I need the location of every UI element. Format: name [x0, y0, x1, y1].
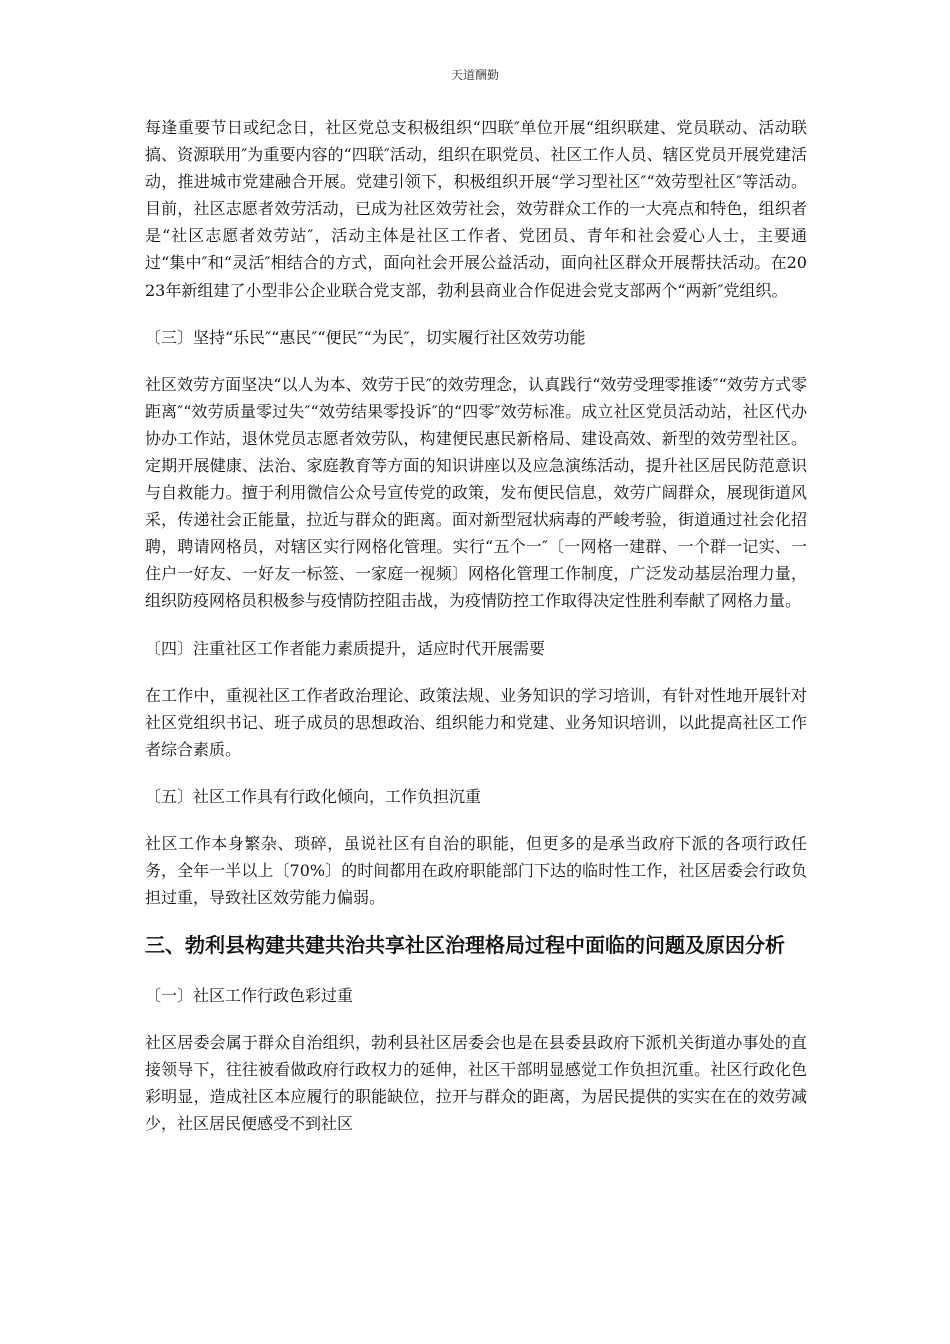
- subheading: 〔一〕社区工作行政色彩过重: [145, 986, 354, 1006]
- subheading: 〔五〕社区工作具有行政化倾向，工作负担沉重: [145, 786, 482, 806]
- paragraph: 每逢重要节日或纪念日，社区党总支积极组织“四联″单位开展“组织联建、党员联动、活动联搞、资源联用″为重要内容的“四联″活动，组织在职党员、社区工作人员、辖区党员开展党建活动，推进城市党建融合开展。党建引领下，积极组织开展“学习型社区″“效劳型社区″等活动。目前，社区志愿者效劳活动，已成为社区效劳社会，效劳群众工作的一大亮点和特色，组织者是“社区志愿者效劳站″，活动主体是社区工作者、党团员、青年和社会爱心人士，主要通过“集中″和“灵活″相结合的方式，面向社会开展公益活动，面向社区群众开展帮扶活动。在2023年新组建了小型非公企业联合党支部，勃利县商业合作促进会党支部两个“两新″党组织。: [145, 118, 807, 300]
- paragraph: 社区效劳方面坚决“以人为本、效劳于民″的效劳理念，认真践行“效劳受理零推诿″“效劳方式零距离″“效劳质量零过失″“效劳结果零投诉″的“四零″效劳标准。成立社区党员活动站，社区代办协办工作站，退休党员志愿者效劳队，构建便民惠民新格局、建设高效、新型的效劳型社区。定期开展健康、法治、家庭教育等方面的知识讲座以及应急演练活动，提升社区居民防范意识与自救能力。擅于利用微信公众号宣传党的政策，发布便民信息，效劳广阔群众，展现街道风采，传递社会正能量，拉近与群众的距离。面对新型冠状病毒的严峻考验，街道通过社会化招聘，聘请网格员，对辖区实行网格化管理。实行“五个一″〔一网格一建群、一个群一记实、一住户一好友、一好友一标签、一家庭一视频〕网格化管理工作制度，广泛发动基层治理力量，组织防疫网格员积极参与疫情防控阻击战，为疫情防控工作取得决定性胜利奉献了网格力量。: [145, 374, 807, 611]
- paragraph: 社区工作本身繁杂、琐碎，虽说社区有自治的职能，但更多的是承当政府下派的各项行政任务，全年一半以上〔70%〕的时间都用在政府职能部门下达的临时性工作，社区居委会行政负担过重，导致社区效劳能力偏弱。: [145, 833, 807, 907]
- section-heading: 三、勃利县构建共建共治共享社区治理格局过程中面临的问题及原因分析: [145, 933, 785, 958]
- subheading: 〔四〕注重社区工作者能力素质提升，适应时代开展需要: [145, 638, 546, 658]
- page-header: 天道酬勤: [450, 68, 499, 82]
- subheading: 〔三〕坚持“乐民″“惠民″“便民″“为民″，切实履行社区效劳功能: [145, 327, 586, 347]
- paragraph: 社区居委会属于群众自治组织，勃利县社区居委会也是在县委县政府下派机关街道办事处的直接领导下，往往被看做政府行政权力的延伸，社区干部明显感觉工作负担沉重。社区行政化色彩明显，造成社区本应履行的职能缺位，拉开与群众的距离，为居民提供的实实在在的效劳减少，社区居民便感受不到社区: [145, 1033, 807, 1134]
- document-body: [145, 114, 807, 1157]
- paragraph: 在工作中，重视社区工作者政治理论、政策法规、业务知识的学习培训，有针对性地开展针对社区党组织书记、班子成员的思想政治、组织能力和党建、业务知识培训，以此提高社区工作者综合素质。: [145, 685, 807, 759]
